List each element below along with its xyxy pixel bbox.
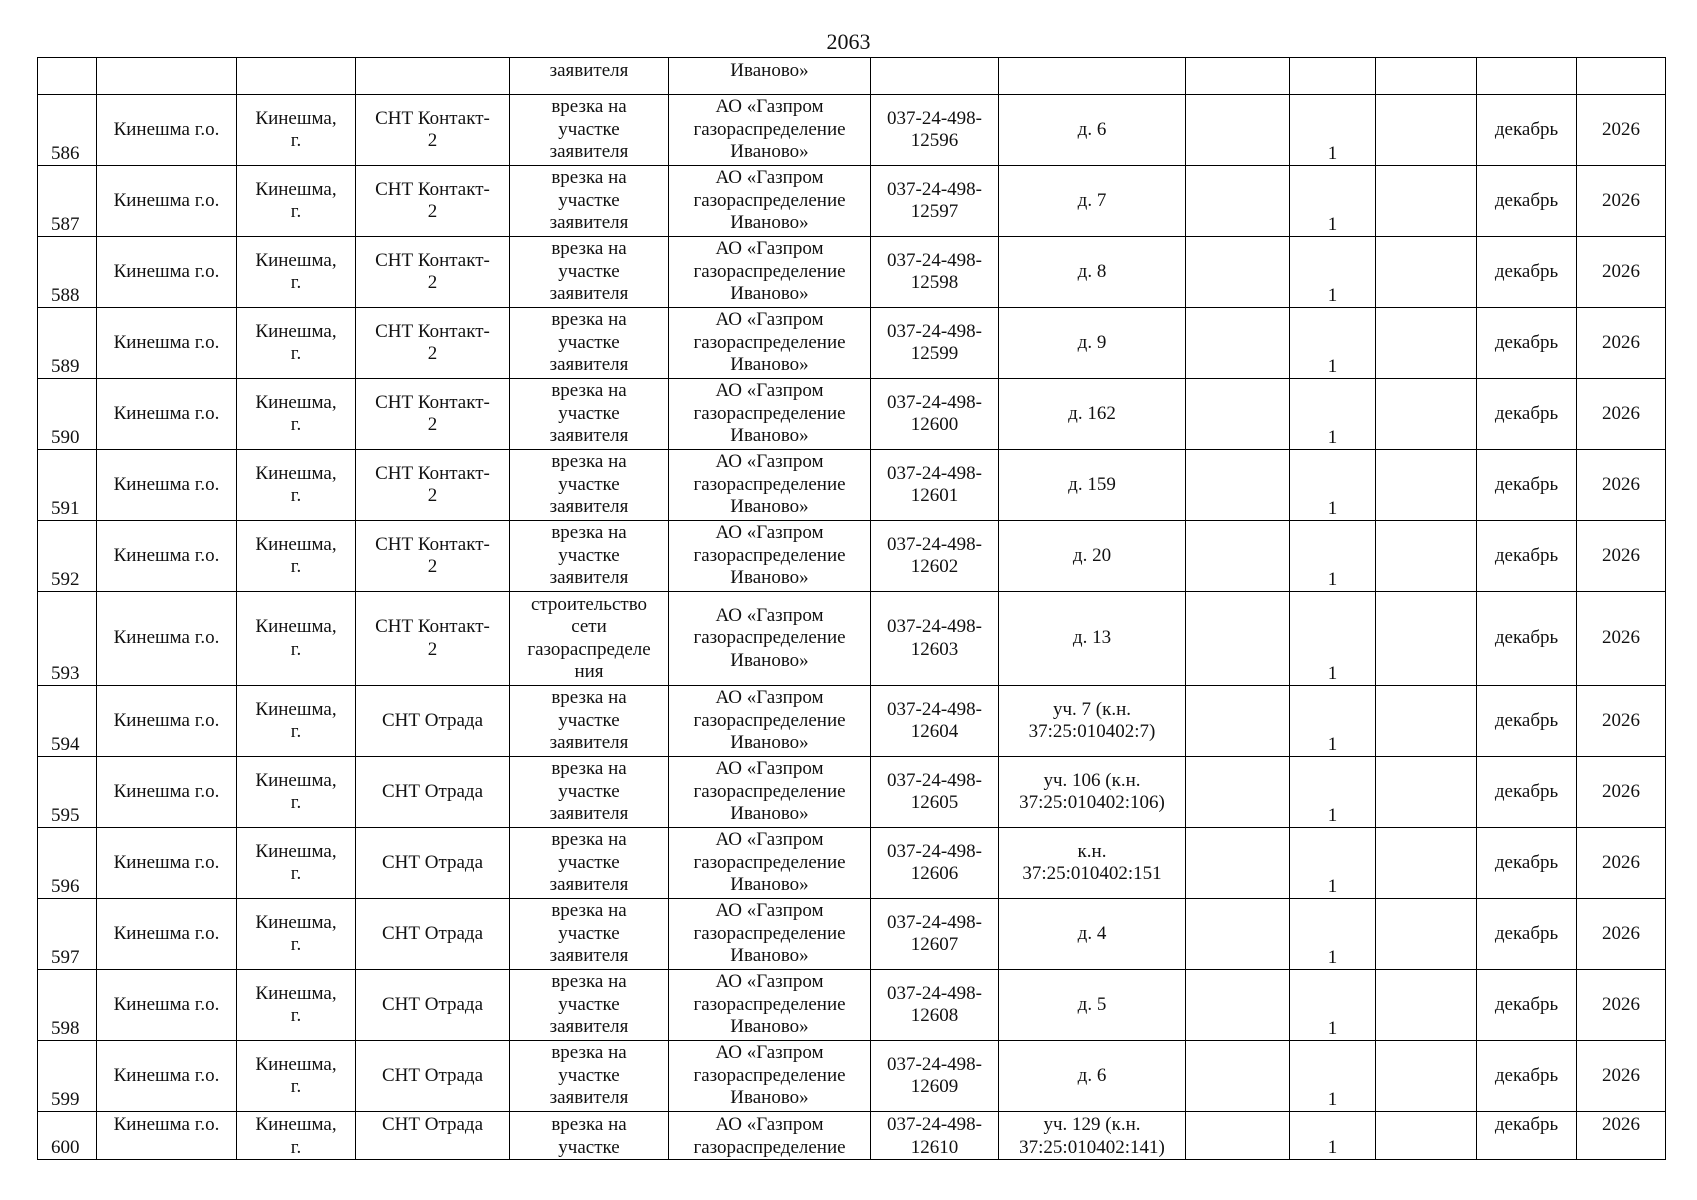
page-number: 2063 [826,29,871,54]
cell-qty: 1 [1290,166,1376,237]
cell-municipality: Кинешма г.о. [97,166,237,237]
table-row [38,970,1666,1041]
cell-empty-2 [1376,95,1477,166]
cell-num [38,58,97,95]
cell-code: 037-24-498- 12605 [871,757,999,828]
cell-address: уч. 7 (к.н. 37:25:010402:7) [999,686,1186,757]
cell-municipality: Кинешма г.о. [97,899,237,970]
cell-empty-1 [1186,521,1290,592]
cell-organization: Иваново» [669,58,871,95]
cell-empty-2 [1376,58,1477,95]
cell-month: декабрь [1477,686,1577,757]
cell-empty-2 [1376,237,1477,308]
cell-empty-1 [1186,95,1290,166]
cell-empty-2 [1376,308,1477,379]
cell-qty: 1 [1290,757,1376,828]
cell-qty: 1 [1290,521,1376,592]
cell-empty-2 [1376,828,1477,899]
cell-empty-1 [1186,686,1290,757]
cell-organization: АО «Газпром газораспределение Иваново» [669,379,871,450]
cell-work-type: строительство сети газораспределе ния [510,592,669,686]
cell-municipality: Кинешма г.о. [97,308,237,379]
cell-organization: АО «Газпром газораспределение Иваново» [669,521,871,592]
cell-street: СНТ Отрада [356,970,510,1041]
cell-code: 037-24-498- 12604 [871,686,999,757]
cell-year: 2026 [1577,166,1666,237]
cell-code: 037-24-498- 12608 [871,970,999,1041]
cell-empty-1 [1186,899,1290,970]
table-row [38,1041,1666,1112]
cell-qty: 1 [1290,1041,1376,1112]
cell-month: декабрь [1477,1041,1577,1112]
cell-qty: 1 [1290,450,1376,521]
cell-code: 037-24-498- 12610 [871,1112,999,1160]
cell-qty: 1 [1290,970,1376,1041]
cell-locality: Кинешма, г. [237,450,356,521]
cell-address: д. 9 [999,308,1186,379]
cell-street: СНТ Отрада [356,899,510,970]
cell-locality: Кинешма, г. [237,95,356,166]
cell-street: СНТ Контакт- 2 [356,592,510,686]
cell-empty-1 [1186,1041,1290,1112]
cell-address: уч. 106 (к.н. 37:25:010402:106) [999,757,1186,828]
table-row [38,592,1666,686]
cell-organization: АО «Газпром газораспределение Иваново» [669,308,871,379]
cell-qty: 1 [1290,379,1376,450]
cell-work-type: врезка на участке заявителя [510,828,669,899]
cell-work-type: врезка на участке заявителя [510,757,669,828]
cell-month: декабрь [1477,757,1577,828]
cell-municipality: Кинешма г.о. [97,95,237,166]
cell-street: СНТ Контакт- 2 [356,95,510,166]
cell-month: декабрь [1477,828,1577,899]
cell-organization: АО «Газпром газораспределение Иваново» [669,95,871,166]
cell-year: 2026 [1577,828,1666,899]
table-row [38,521,1666,592]
cell-num: 588 [38,237,97,308]
cell-qty: 1 [1290,899,1376,970]
cell-month: декабрь [1477,237,1577,308]
cell-year: 2026 [1577,1112,1666,1160]
cell-year [1577,58,1666,95]
cell-code: 037-24-498- 12597 [871,166,999,237]
cell-street: СНТ Контакт- 2 [356,308,510,379]
cell-address: д. 7 [999,166,1186,237]
cell-month: декабрь [1477,379,1577,450]
cell-locality: Кинешма, г. [237,686,356,757]
cell-num: 586 [38,95,97,166]
cell-municipality [97,58,237,95]
cell-work-type: врезка на участке заявителя [510,1041,669,1112]
table-row [38,1112,1666,1160]
cell-municipality: Кинешма г.о. [97,757,237,828]
cell-work-type: врезка на участке заявителя [510,970,669,1041]
cell-work-type: врезка на участке [510,1112,669,1160]
cell-municipality: Кинешма г.о. [97,828,237,899]
cell-year: 2026 [1577,450,1666,521]
cell-locality: Кинешма, г. [237,521,356,592]
cell-num: 600 [38,1112,97,1160]
cell-empty-2 [1376,450,1477,521]
gasification-schedule-table [37,57,1666,1160]
cell-num: 599 [38,1041,97,1112]
cell-code: 037-24-498- 12606 [871,828,999,899]
cell-year: 2026 [1577,899,1666,970]
cell-street: СНТ Контакт- 2 [356,237,510,308]
cell-locality: Кинешма, г. [237,970,356,1041]
cell-empty-1 [1186,237,1290,308]
cell-code: 037-24-498- 12609 [871,1041,999,1112]
cell-num: 595 [38,757,97,828]
cell-empty-2 [1376,970,1477,1041]
cell-organization: АО «Газпром газораспределение Иваново» [669,450,871,521]
table-row [38,828,1666,899]
cell-address: д. 5 [999,970,1186,1041]
cell-empty-2 [1376,521,1477,592]
cell-num: 597 [38,899,97,970]
cell-num: 590 [38,379,97,450]
cell-organization: АО «Газпром газораспределение Иваново» [669,970,871,1041]
cell-code: 037-24-498- 12598 [871,237,999,308]
cell-street: СНТ Контакт- 2 [356,166,510,237]
cell-qty: 1 [1290,1112,1376,1160]
cell-address: д. 4 [999,899,1186,970]
cell-year: 2026 [1577,308,1666,379]
cell-municipality: Кинешма г.о. [97,379,237,450]
cell-municipality: Кинешма г.о. [97,1112,237,1160]
cell-empty-2 [1376,379,1477,450]
cell-municipality: Кинешма г.о. [97,237,237,308]
table-row [38,899,1666,970]
cell-empty-1 [1186,970,1290,1041]
cell-locality: Кинешма, г. [237,308,356,379]
table-body [38,58,1666,1160]
cell-num: 592 [38,521,97,592]
cell-code: 037-24-498- 12607 [871,899,999,970]
cell-empty-1 [1186,828,1290,899]
cell-organization: АО «Газпром газораспределение Иваново» [669,686,871,757]
cell-work-type: врезка на участке заявителя [510,95,669,166]
cell-locality: Кинешма, г. [237,899,356,970]
cell-year: 2026 [1577,1041,1666,1112]
cell-street: СНТ Контакт- 2 [356,521,510,592]
cell-num: 594 [38,686,97,757]
cell-work-type: врезка на участке заявителя [510,237,669,308]
table-row [38,757,1666,828]
cell-num: 593 [38,592,97,686]
cell-empty-2 [1376,592,1477,686]
cell-num: 591 [38,450,97,521]
cell-month: декабрь [1477,970,1577,1041]
cell-month: декабрь [1477,95,1577,166]
cell-street [356,58,510,95]
cell-municipality: Кинешма г.о. [97,686,237,757]
cell-address: д. 159 [999,450,1186,521]
cell-qty: 1 [1290,95,1376,166]
cell-empty-1 [1186,308,1290,379]
cell-work-type: врезка на участке заявителя [510,308,669,379]
cell-month: декабрь [1477,521,1577,592]
cell-municipality: Кинешма г.о. [97,1041,237,1112]
cell-year: 2026 [1577,95,1666,166]
cell-qty: 1 [1290,237,1376,308]
cell-street: СНТ Отрада [356,828,510,899]
cell-qty: 1 [1290,828,1376,899]
cell-address: д. 20 [999,521,1186,592]
cell-street: СНТ Отрада [356,686,510,757]
cell-empty-2 [1376,166,1477,237]
cell-month: декабрь [1477,1112,1577,1160]
cell-municipality: Кинешма г.о. [97,521,237,592]
cell-year: 2026 [1577,686,1666,757]
cell-address: д. 162 [999,379,1186,450]
cell-month [1477,58,1577,95]
cell-empty-1 [1186,757,1290,828]
cell-code: 037-24-498- 12603 [871,592,999,686]
cell-work-type: врезка на участке заявителя [510,166,669,237]
cell-work-type: врезка на участке заявителя [510,379,669,450]
cell-street: СНТ Отрада [356,1112,510,1160]
cell-num: 596 [38,828,97,899]
cell-month: декабрь [1477,592,1577,686]
cell-year: 2026 [1577,379,1666,450]
cell-empty-1 [1186,1112,1290,1160]
cell-locality: Кинешма, г. [237,828,356,899]
cell-municipality: Кинешма г.о. [97,592,237,686]
cell-num: 598 [38,970,97,1041]
cell-code: 037-24-498- 12599 [871,308,999,379]
cell-locality: Кинешма, г. [237,592,356,686]
cell-code: 037-24-498- 12601 [871,450,999,521]
table-row [38,237,1666,308]
cell-month: декабрь [1477,899,1577,970]
cell-code: 037-24-498- 12596 [871,95,999,166]
cell-locality: Кинешма, г. [237,237,356,308]
cell-organization: АО «Газпром газораспределение Иваново» [669,237,871,308]
cell-month: декабрь [1477,166,1577,237]
cell-work-type: врезка на участке заявителя [510,521,669,592]
cell-organization: АО «Газпром газораспределение Иваново» [669,828,871,899]
cell-empty-2 [1376,1041,1477,1112]
cell-empty-1 [1186,379,1290,450]
cell-num: 587 [38,166,97,237]
table-row-continuation [38,58,1666,95]
cell-year: 2026 [1577,521,1666,592]
cell-locality: Кинешма, г. [237,166,356,237]
cell-municipality: Кинешма г.о. [97,970,237,1041]
cell-qty: 1 [1290,308,1376,379]
cell-empty-2 [1376,686,1477,757]
cell-year: 2026 [1577,970,1666,1041]
cell-code: 037-24-498- 12600 [871,379,999,450]
cell-work-type: заявителя [510,58,669,95]
cell-street: СНТ Контакт- 2 [356,379,510,450]
cell-organization: АО «Газпром газораспределение [669,1112,871,1160]
cell-address [999,58,1186,95]
table-row [38,308,1666,379]
cell-locality [237,58,356,95]
cell-address: д. 6 [999,1041,1186,1112]
cell-empty-2 [1376,1112,1477,1160]
cell-work-type: врезка на участке заявителя [510,450,669,521]
cell-organization: АО «Газпром газораспределение Иваново» [669,592,871,686]
cell-address: д. 8 [999,237,1186,308]
cell-qty [1290,58,1376,95]
cell-municipality: Кинешма г.о. [97,450,237,521]
cell-empty-1 [1186,450,1290,521]
cell-work-type: врезка на участке заявителя [510,899,669,970]
cell-address: д. 13 [999,592,1186,686]
cell-empty-1 [1186,58,1290,95]
cell-empty-2 [1376,899,1477,970]
cell-address: д. 6 [999,95,1186,166]
cell-code [871,58,999,95]
cell-organization: АО «Газпром газораспределение Иваново» [669,1041,871,1112]
table-row [38,450,1666,521]
cell-code: 037-24-498- 12602 [871,521,999,592]
table-row [38,166,1666,237]
cell-month: декабрь [1477,450,1577,521]
table-row [38,379,1666,450]
cell-street: СНТ Контакт- 2 [356,450,510,521]
cell-empty-2 [1376,757,1477,828]
cell-organization: АО «Газпром газораспределение Иваново» [669,166,871,237]
cell-organization: АО «Газпром газораспределение Иваново» [669,757,871,828]
cell-street: СНТ Отрада [356,757,510,828]
cell-empty-1 [1186,166,1290,237]
cell-work-type: врезка на участке заявителя [510,686,669,757]
cell-address: уч. 129 (к.н. 37:25:010402:141) [999,1112,1186,1160]
cell-locality: Кинешма, г. [237,379,356,450]
cell-empty-1 [1186,592,1290,686]
cell-locality: Кинешма, г. [237,1112,356,1160]
cell-organization: АО «Газпром газораспределение Иваново» [669,899,871,970]
cell-locality: Кинешма, г. [237,757,356,828]
cell-qty: 1 [1290,592,1376,686]
cell-qty: 1 [1290,686,1376,757]
cell-locality: Кинешма, г. [237,1041,356,1112]
table-row [38,95,1666,166]
cell-year: 2026 [1577,757,1666,828]
cell-month: декабрь [1477,308,1577,379]
cell-num: 589 [38,308,97,379]
table-row [38,686,1666,757]
cell-address: к.н. 37:25:010402:151 [999,828,1186,899]
cell-year: 2026 [1577,237,1666,308]
cell-street: СНТ Отрада [356,1041,510,1112]
cell-year: 2026 [1577,592,1666,686]
